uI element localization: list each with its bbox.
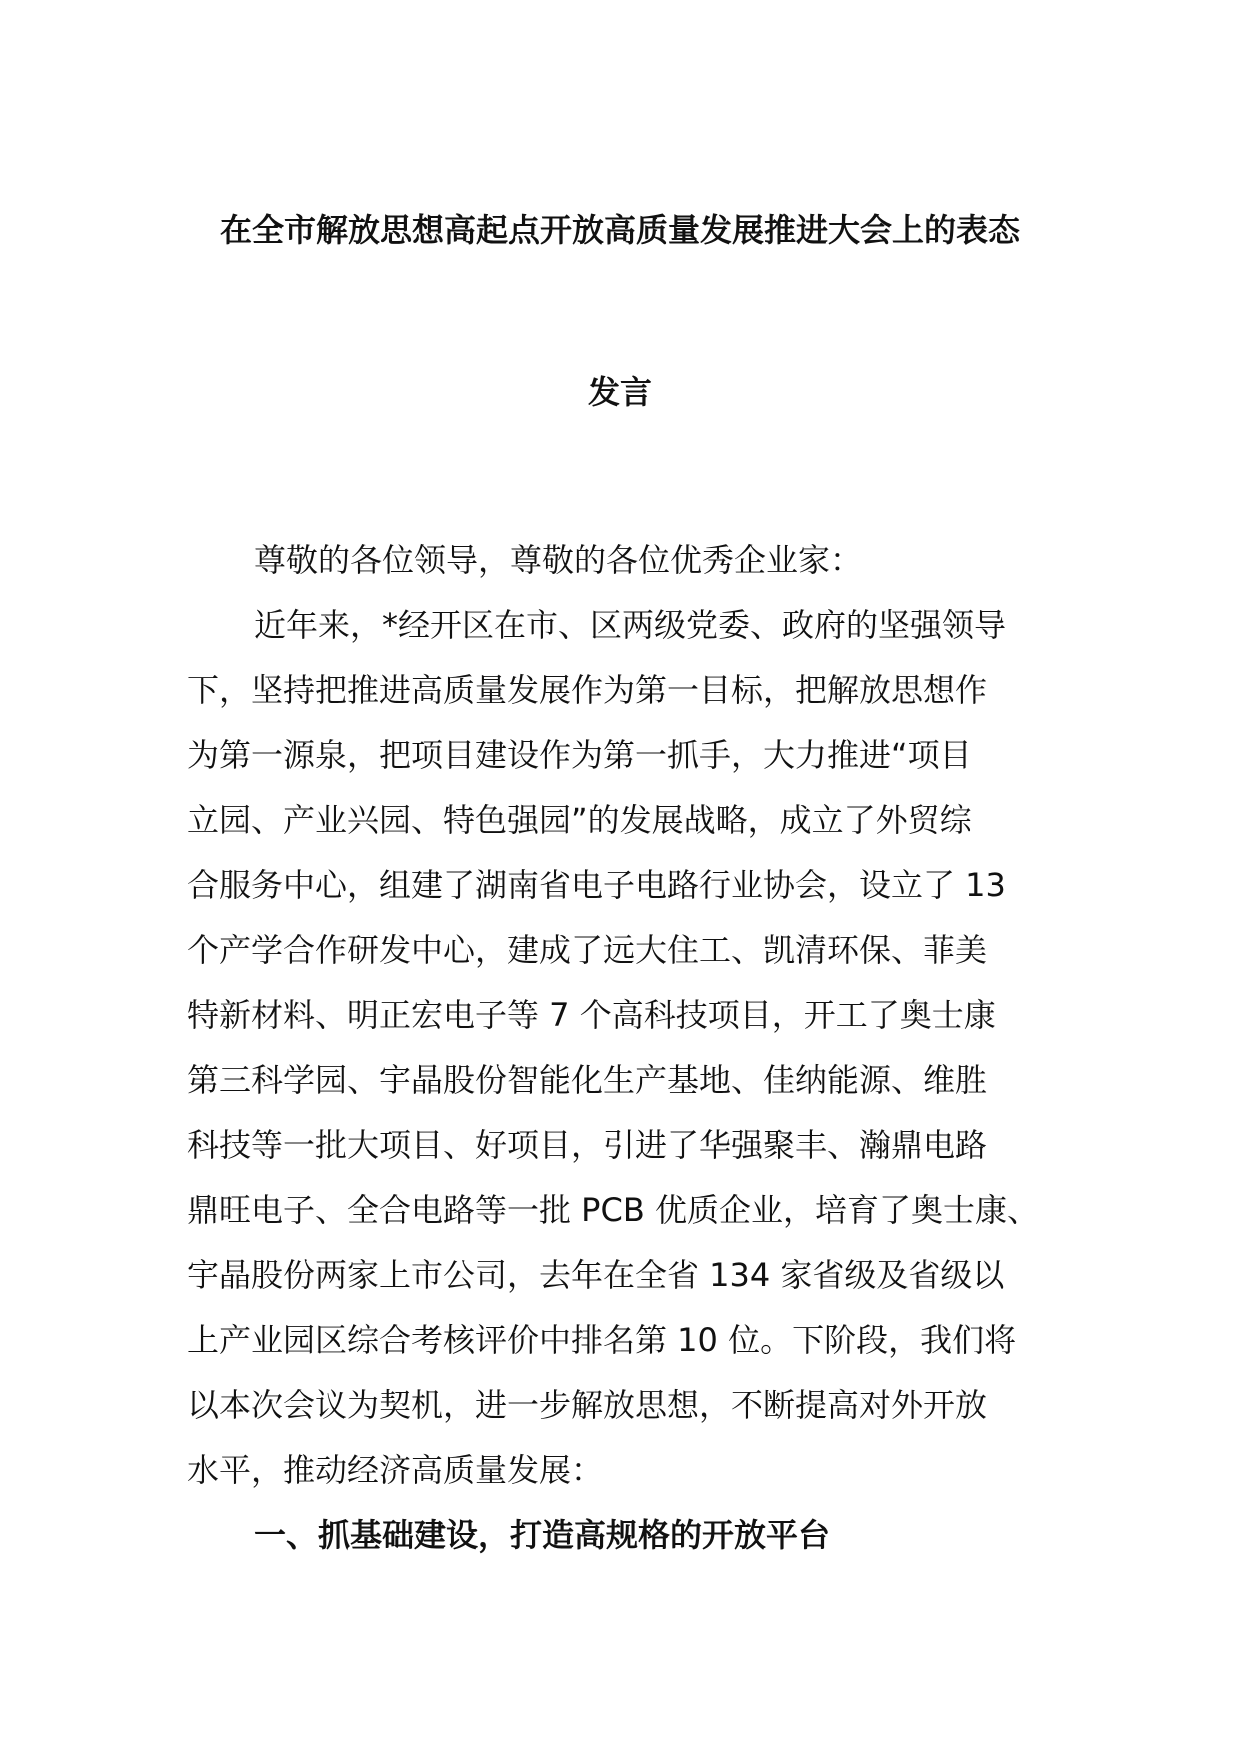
paragraph-line: 宇晶股份两家上市公司，去年在全省 134 家省级及省级以	[187, 1256, 1005, 1294]
paragraph-line: 特新材料、明正宏电子等 7 个高科技项目，开工了奥士康	[187, 996, 996, 1034]
document-title-line-1: 在全市解放思想高起点开放高质量发展推进大会上的表态	[219, 211, 1020, 249]
section-heading: 一、抓基础建设，打造高规格的开放平台	[254, 1516, 831, 1554]
paragraph-line: 上产业园区综合考核评价中排名第 10 位。下阶段，我们将	[187, 1321, 1017, 1359]
paragraph-line: 第三科学园、宇晶股份智能化生产基地、佳纳能源、维胜	[187, 1061, 988, 1099]
paragraph-line: 下，坚持把推进高质量发展作为第一目标，把解放思想作	[187, 671, 988, 709]
paragraph-line: 合服务中心，组建了湖南省电子电路行业协会，设立了 13	[187, 866, 1006, 904]
paragraph-line: 近年来，*经开区在市、区两级党委、政府的坚强领导	[254, 606, 1007, 644]
document-title-line-2: 发言	[587, 373, 652, 411]
paragraph-line: 科技等一批大项目、好项目，引进了华强聚丰、瀚鼎电路	[187, 1126, 988, 1164]
paragraph-line: 鼎旺电子、全合电路等一批 PCB 优质企业，培育了奥士康、	[187, 1191, 1039, 1229]
paragraph-line: 以本次会议为契机，进一步解放思想，不断提高对外开放	[187, 1386, 988, 1424]
paragraph-line: 水平，推动经济高质量发展：	[187, 1451, 604, 1489]
paragraph-line: 个产学合作研发中心，建成了远大住工、凯清环保、菲美	[187, 931, 988, 969]
paragraph-line: 为第一源泉，把项目建设作为第一抓手，大力推进“项目	[187, 736, 972, 774]
paragraph-line: 立园、产业兴园、特色强园”的发展战略，成立了外贸综	[187, 801, 972, 839]
salutation: 尊敬的各位领导，尊敬的各位优秀企业家：	[254, 541, 863, 579]
document-body	[187, 528, 1067, 1568]
